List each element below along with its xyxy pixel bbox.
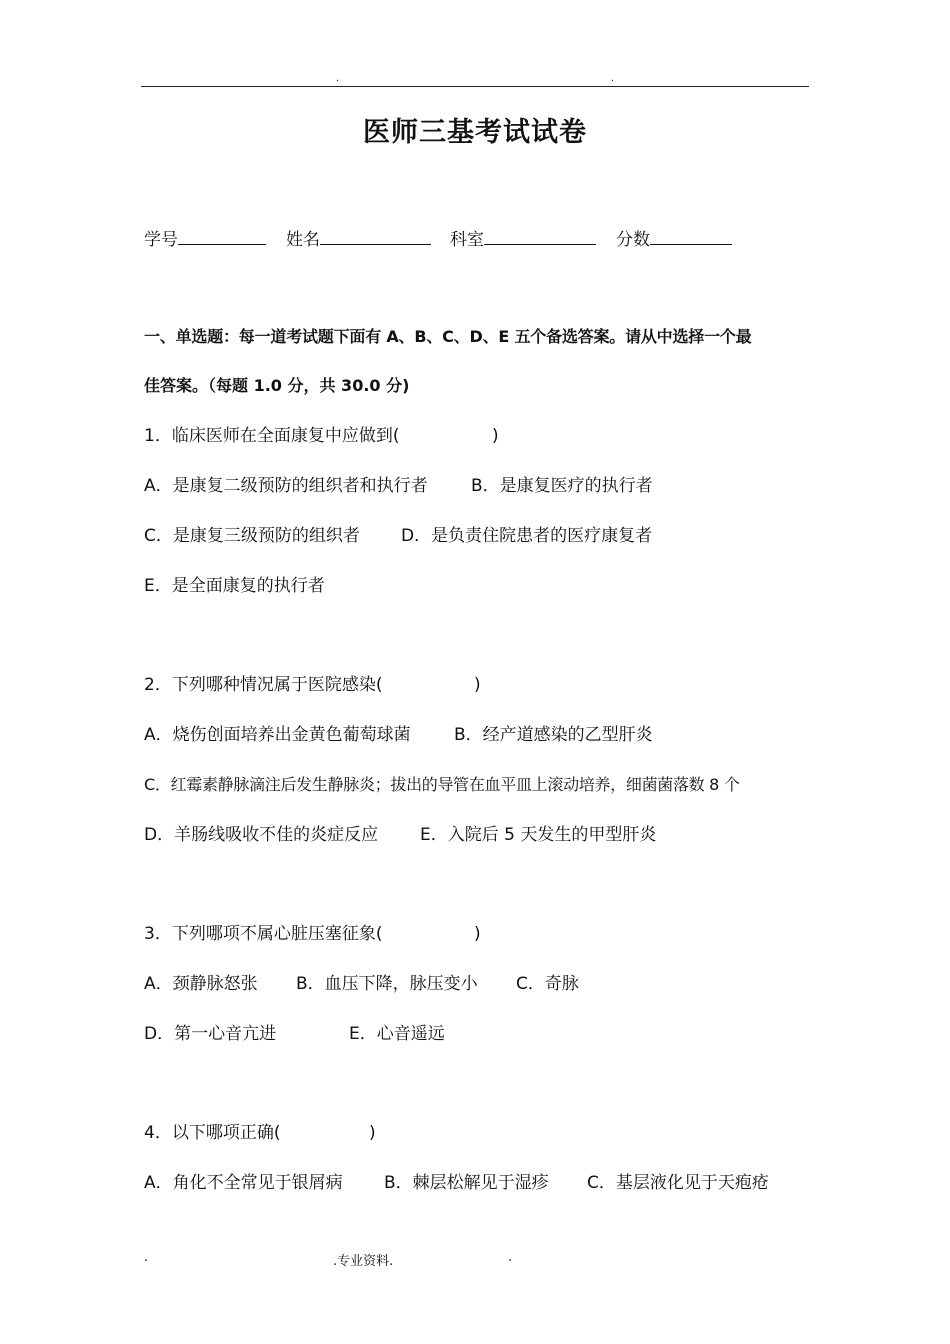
department-blank[interactable] [484,226,596,245]
question-4-option-b[interactable]: B．棘层松解见于湿疹 [384,1173,549,1193]
header-rule [141,86,809,87]
question-2-option-a[interactable]: A．烧伤创面培养出金黄色葡萄球菌 [144,725,411,745]
question-3-option-e[interactable]: E．心音遥远 [349,1024,445,1044]
question-4-option-a[interactable]: A．角化不全常见于银屑病 [144,1173,343,1193]
question-2-option-d[interactable]: D．羊肠线吸收不佳的炎症反应 [144,825,379,845]
question-4-stem: 4．以下哪项正确( [144,1123,281,1143]
question-1-option-a[interactable]: A．是康复二级预防的组织者和执行者 [144,476,428,496]
name-field [286,226,431,252]
question-3-close-paren: ) [474,924,481,944]
question-2-close-paren: ) [474,675,481,695]
question-1-close-paren: ) [492,426,499,446]
section-heading-line1: 一、单选题：每一道考试题下面有 A、B、C、D、E 五个备选答案。请从中选择一个最 [144,327,752,346]
question-2-option-e[interactable]: E．入院后 5 天发生的甲型肝炎 [420,825,657,845]
score-field [616,226,732,252]
question-1-stem: 1．临床医师在全面康复中应做到( [144,426,400,446]
question-1-option-c[interactable]: C．是康复三级预防的组织者 [144,526,360,546]
question-2-stem: 2．下列哪种情况属于医院感染( [144,675,383,695]
question-3-option-d[interactable]: D．第一心音亢进 [144,1024,277,1044]
footer-dot-right: . [508,1250,513,1265]
department-field [450,226,596,252]
name-blank[interactable] [320,226,431,245]
header-dot-right: . [611,73,615,84]
department-label: 科室 [450,230,484,250]
question-3-option-c[interactable]: C．奇脉 [516,974,579,994]
score-blank[interactable] [650,226,732,245]
question-2-option-b[interactable]: B．经产道感染的乙型肝炎 [454,725,653,745]
score-label: 分数 [616,230,650,250]
question-3-option-b[interactable]: B．血压下降，脉压变小 [296,974,478,994]
question-4-option-c[interactable]: C．基层液化见于天疱疮 [587,1173,769,1193]
student-id-field [144,226,266,252]
header-dot-left: . [336,73,340,84]
question-4-close-paren: ) [369,1123,376,1143]
question-3-option-a[interactable]: A．颈静脉怒张 [144,974,258,994]
question-1-option-e[interactable]: E．是全面康复的执行者 [144,576,325,596]
student-id-label: 学号 [144,230,178,250]
footer-label: .专业资料. [333,1254,394,1269]
student-id-blank[interactable] [178,226,266,245]
question-3-stem: 3．下列哪项不属心脏压塞征象( [144,924,383,944]
question-1-option-d[interactable]: D．是负责住院患者的医疗康复者 [401,526,653,546]
footer-dot-left: . [144,1250,149,1265]
question-2-option-c[interactable]: C．红霉素静脉滴注后发生静脉炎；拔出的导管在血平皿上滚动培养，细菌菌落数 8 个 [144,775,740,794]
question-1-option-b[interactable]: B．是康复医疗的执行者 [471,476,653,496]
section-heading-line2: 佳答案。（每题 1.0 分，共 30.0 分) [144,376,410,395]
name-label: 姓名 [286,230,320,250]
page-title: 医师三基考试试卷 [363,117,587,148]
